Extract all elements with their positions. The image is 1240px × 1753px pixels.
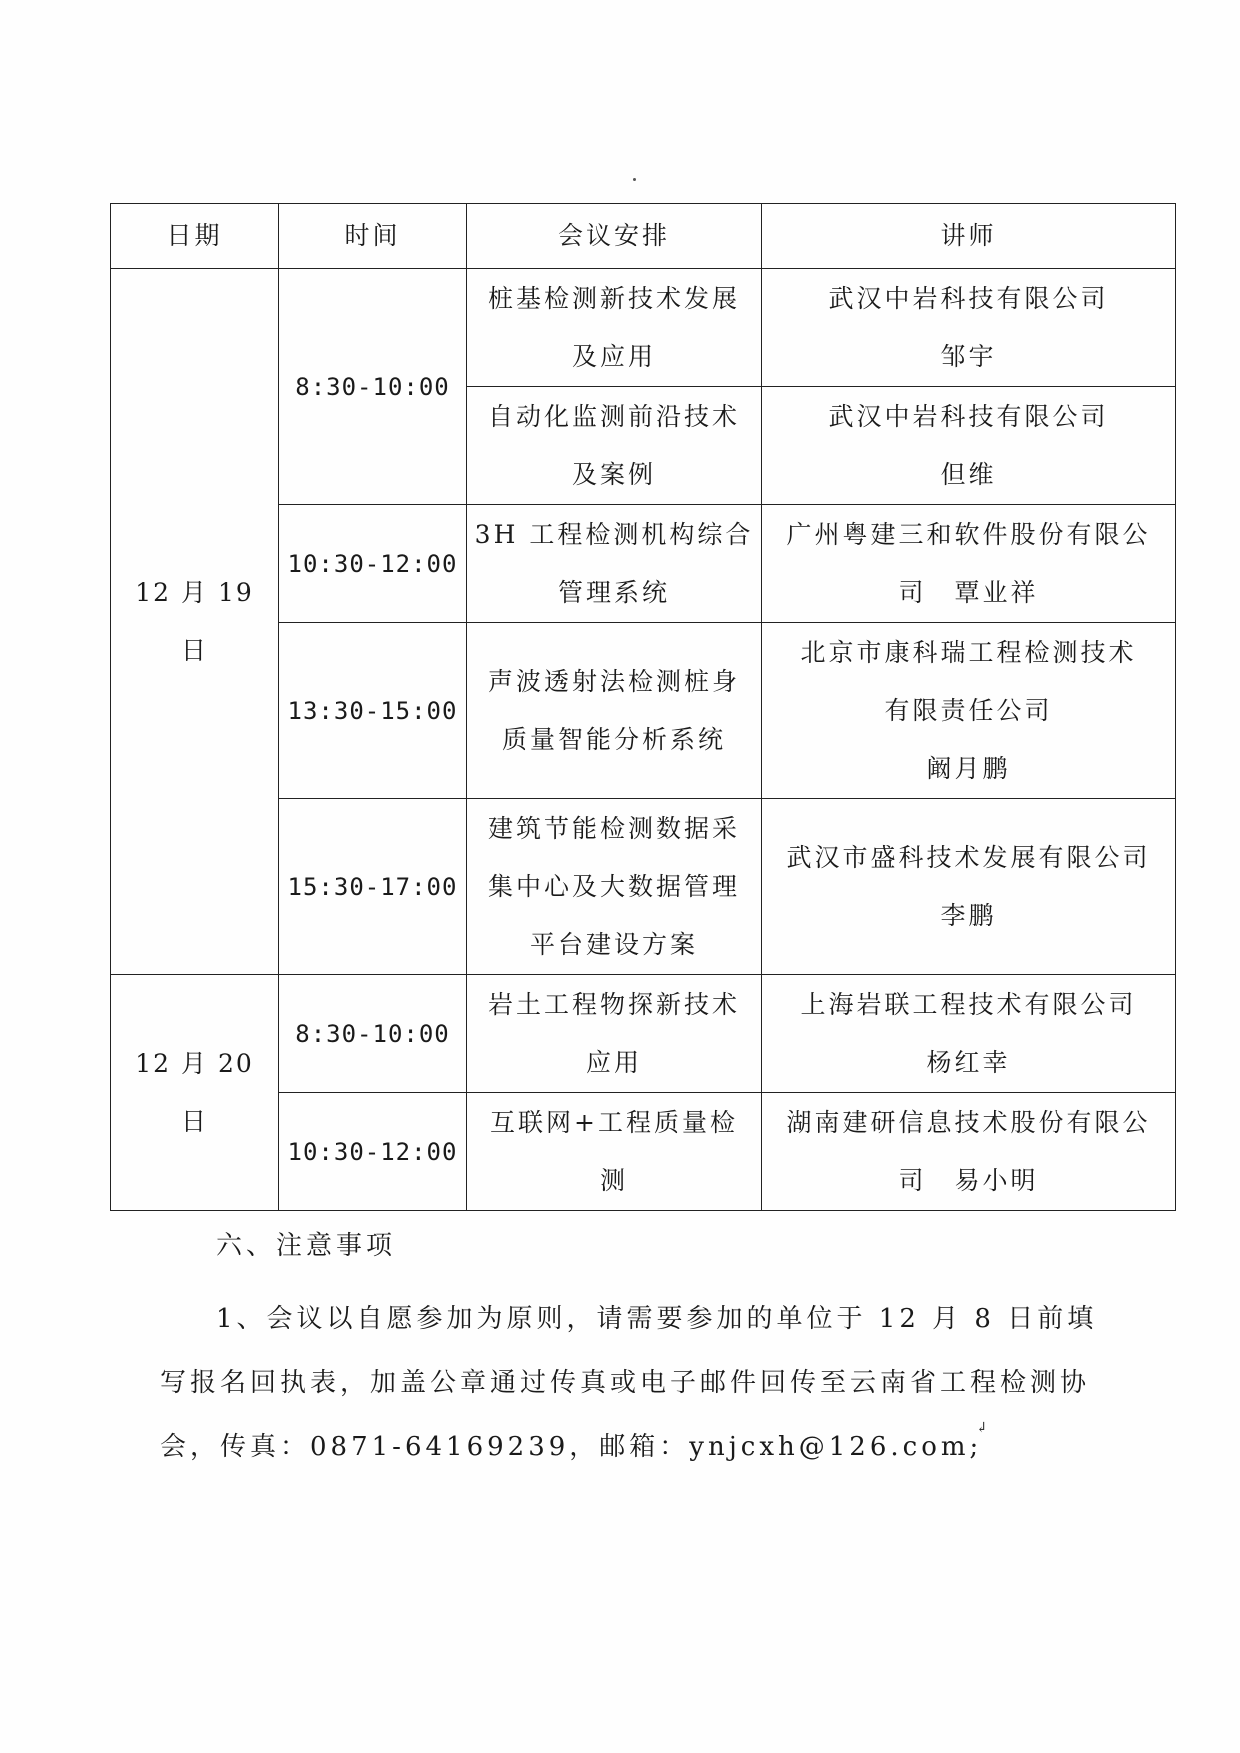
return-mark: ↲: [976, 1420, 988, 1436]
topic-cell: [467, 975, 762, 1093]
topic-cell: [467, 387, 762, 505]
notes-item-1: 1、会议以自愿参加为原则，请需要参加的单位于 12 月 8 日前填写报名回执表，加盖公章通过传真或电子邮件回传至云南省工程检测协会，传真：0871-64169239，邮箱：ynjcxh@126.com;: [160, 1304, 1098, 1462]
topic-line: 3H 工程检测机构综合: [474, 519, 754, 549]
speaker-line: 司 覃业祥: [898, 577, 1039, 607]
time-cell: 10:30-12:00: [279, 1093, 467, 1211]
speaker-cell: [762, 387, 1176, 505]
speaker-line: 武汉市盛科技术发展有限公司: [786, 842, 1151, 872]
time-cell: 10:30-12:00: [279, 505, 467, 623]
speaker-line: 阚月鹏: [926, 753, 1011, 783]
topic-cell: [467, 269, 762, 387]
table-row: [111, 975, 1176, 1093]
speaker-line: 上海岩联工程技术有限公司: [800, 989, 1137, 1019]
speaker-line: 有限责任公司: [884, 695, 1053, 725]
speaker-line: 武汉中岩科技有限公司: [828, 401, 1109, 431]
topic-cell: [467, 799, 762, 975]
topic-line: 声波透射法检测桩身: [487, 666, 740, 696]
topic-line: 及案例: [571, 459, 656, 489]
speaker-line: 武汉中岩科技有限公司: [828, 283, 1109, 313]
topic-line: 及应用: [571, 341, 656, 371]
table-header-row: [111, 204, 1176, 269]
topic-line: 平台建设方案: [529, 929, 698, 959]
scan-speck: [633, 178, 636, 181]
speaker-cell: [762, 1093, 1176, 1211]
topic-line: 互联网+工程质量检: [490, 1107, 738, 1137]
topic-line: 测: [599, 1165, 628, 1195]
time-cell: 13:30-15:00: [279, 623, 467, 799]
header-time: 时间: [279, 204, 467, 269]
topic-line: 集中心及大数据管理: [487, 871, 740, 901]
speaker-cell: [762, 623, 1176, 799]
table-row: [111, 269, 1176, 387]
speaker-line: 广州粤建三和软件股份有限公: [786, 519, 1151, 549]
speaker-line: 北京市康科瑞工程检测技术: [800, 637, 1137, 667]
speaker-line: 司 易小明: [898, 1165, 1039, 1195]
topic-cell: [467, 623, 762, 799]
speaker-line: 杨红幸: [926, 1047, 1011, 1077]
topic-line: 自动化监测前沿技术: [487, 401, 740, 431]
speaker-line: 但维: [940, 459, 997, 489]
time-cell: 15:30-17:00: [279, 799, 467, 975]
topic-line: 管理系统: [557, 577, 670, 607]
header-date: 日期: [111, 204, 279, 269]
speaker-line: 湖南建研信息技术股份有限公: [786, 1107, 1151, 1137]
topic-line: 岩土工程物探新技术: [487, 989, 740, 1019]
time-cell: 8:30-10:00: [279, 269, 467, 505]
speaker-cell: [762, 799, 1176, 975]
speaker-cell: [762, 975, 1176, 1093]
speaker-line: 李鹏: [940, 900, 997, 930]
time-cell: 8:30-10:00: [279, 975, 467, 1093]
topic-cell: [467, 1093, 762, 1211]
date-cell-day2: 12 月 20 日: [111, 975, 279, 1211]
speaker-cell: [762, 505, 1176, 623]
topic-cell: [467, 505, 762, 623]
topic-line: 桩基检测新技术发展: [487, 283, 740, 313]
schedule-table: [110, 203, 1176, 1211]
header-speaker: 讲师: [762, 204, 1176, 269]
header-topic: 会议安排: [467, 204, 762, 269]
topic-line: 应用: [585, 1047, 642, 1077]
topic-line: 建筑节能检测数据采: [487, 813, 740, 843]
speaker-cell: [762, 269, 1176, 387]
topic-line: 质量智能分析系统: [501, 724, 726, 754]
speaker-line: 邹宇: [940, 341, 997, 371]
notes-heading: 六、注意事项: [216, 1231, 397, 1261]
date-cell-day1: 12 月 19 日: [111, 269, 279, 975]
